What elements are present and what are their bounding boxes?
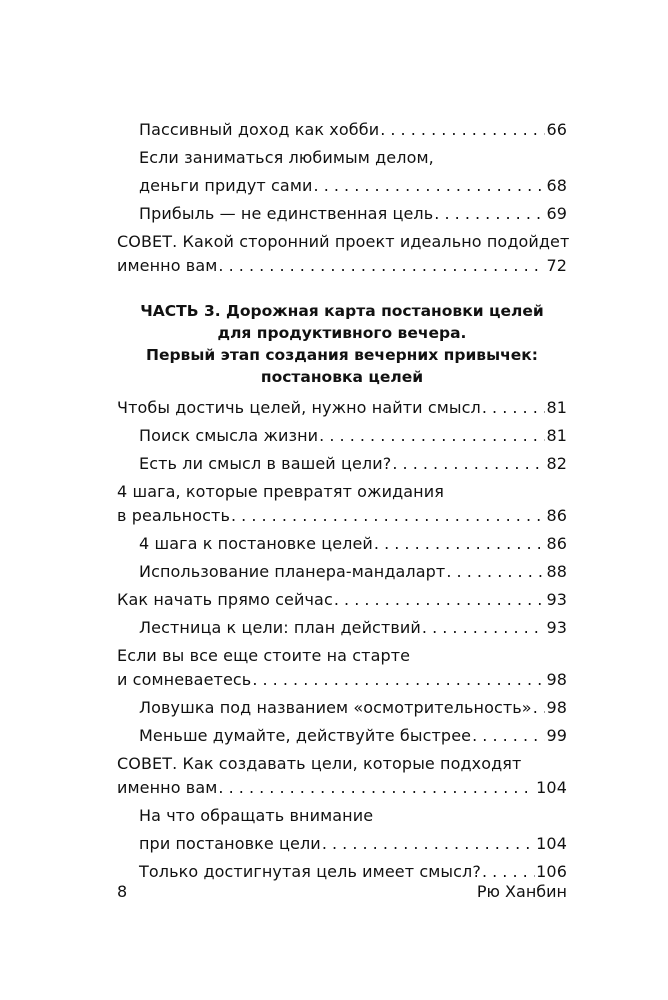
toc-entry-page: 104 [536, 778, 567, 797]
toc-entry-title: и сомневаетесь [117, 670, 252, 689]
toc-entry [117, 860, 567, 884]
toc-entry [117, 202, 567, 226]
toc-entry [117, 254, 567, 278]
toc-entry-title: Только достигнутая цель имеет смысл? [139, 862, 481, 881]
toc-entry [117, 696, 567, 720]
toc-entry [117, 424, 567, 448]
leader-dots [446, 560, 545, 584]
leader-dots [434, 202, 545, 226]
toc-entry [117, 724, 567, 748]
toc-entry-page: 98 [546, 670, 567, 689]
leader-dots [374, 532, 546, 556]
toc-entry-line1: СОВЕТ. Какой сторонний проект идеально подойдет [117, 232, 570, 251]
toc-entry-page: 66 [546, 120, 567, 139]
leader-dots [319, 424, 545, 448]
toc-entry-title: Прибыль — не единственная цель [139, 204, 434, 223]
toc-entry [117, 118, 567, 142]
toc-entry-page: 81 [546, 426, 567, 445]
toc-entry-line1: Если заниматься любимым делом, [139, 148, 434, 167]
toc-entry-title: Ловушка под названием «осмотрительность» [139, 698, 532, 717]
leader-dots [482, 860, 535, 884]
toc-entry-page: 86 [546, 506, 567, 525]
toc-entry-title: Есть ли смысл в вашей цели? [139, 454, 392, 473]
page-number: 8 [117, 882, 128, 901]
toc-entry-title: Пассивный доход как хобби [139, 120, 380, 139]
toc-entry-line1: На что обращать внимание [139, 806, 374, 825]
toc-entry [117, 560, 567, 584]
toc-entry-line1: 4 шага, которые превратят ожидания [117, 482, 444, 501]
part-heading-line: постановка целей [260, 368, 424, 386]
table-of-contents [117, 118, 570, 884]
toc-entry-page: 99 [546, 726, 567, 745]
toc-entry-page: 106 [536, 862, 567, 881]
toc-entry-title: именно вам [117, 778, 218, 797]
part-heading [117, 300, 567, 388]
toc-entry [117, 174, 567, 198]
toc-entry-page: 72 [546, 256, 567, 275]
toc-entry-title: Как начать прямо сейчас [117, 590, 333, 609]
toc-entry-page: 82 [546, 454, 567, 473]
toc-entry [117, 616, 567, 640]
toc-entry [117, 452, 567, 476]
leader-dots [380, 118, 545, 142]
part-heading-line: ЧАСТЬ 3. Дорожная карта постановки целей [140, 302, 544, 320]
leader-dots [218, 776, 535, 800]
toc-entry-page: 104 [536, 834, 567, 853]
toc-entry [117, 668, 567, 692]
toc-entry-title: 4 шага к постановке целей [139, 534, 373, 553]
toc-entry-page: 68 [546, 176, 567, 195]
leader-dots [314, 174, 546, 198]
running-footer-author: Рю Ханбин [476, 882, 567, 901]
toc-entry-title: Меньше думайте, действуйте быстрее [139, 726, 472, 745]
leader-dots [422, 616, 546, 640]
toc-entry-line1: СОВЕТ. Как создавать цели, которые подходят [117, 754, 522, 773]
toc-entry-title: Лестница к цели: план действий [139, 618, 421, 637]
toc-entry-title: деньги придут сами [139, 176, 313, 195]
toc-entry-title: именно вам [117, 256, 218, 275]
toc-entry [117, 532, 567, 556]
leader-dots [252, 668, 545, 692]
part-heading-line: для продуктивного вечера. [217, 324, 467, 342]
toc-entry-page: 69 [546, 204, 567, 223]
toc-entry-page: 98 [546, 698, 567, 717]
leader-dots [392, 452, 545, 476]
toc-entry-page: 93 [546, 618, 567, 637]
toc-entry-page: 81 [546, 398, 567, 417]
toc-entry-page: 86 [546, 534, 567, 553]
toc-entry [117, 504, 567, 528]
leader-dots [218, 254, 545, 278]
toc-entry-title: Поиск смысла жизни [139, 426, 319, 445]
toc-entry-title: Использование планера-мандаларт [139, 562, 446, 581]
toc-entry-page: 88 [546, 562, 567, 581]
toc-entry-page: 93 [546, 590, 567, 609]
toc-entry [117, 776, 567, 800]
toc-entry-title: в реальность [117, 506, 230, 525]
toc-entry-line1: Если вы все еще стоите на старте [117, 646, 411, 665]
toc-entry [117, 832, 567, 856]
part-heading-line: Первый этап создания вечерних привычек: [145, 346, 539, 364]
leader-dots [482, 396, 546, 420]
toc-entry-title: при постановке цели [139, 834, 321, 853]
leader-dots [533, 696, 546, 720]
leader-dots [334, 588, 546, 612]
leader-dots [322, 832, 535, 856]
toc-entry [117, 588, 567, 612]
toc-entry [117, 396, 567, 420]
toc-entry-title: Чтобы достичь целей, нужно найти смысл [117, 398, 481, 417]
leader-dots [472, 724, 545, 748]
leader-dots [231, 504, 545, 528]
